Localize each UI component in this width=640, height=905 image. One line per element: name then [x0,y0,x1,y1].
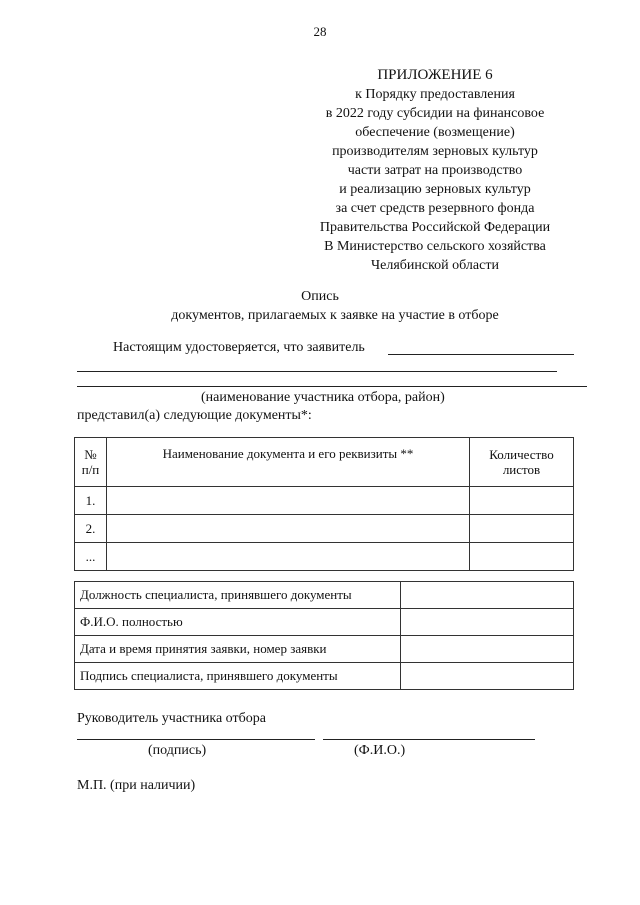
sheet-count-cell[interactable] [470,543,574,571]
addressee-line: В Министерство сельского хозяйства [324,239,546,254]
appendix-line: к Порядку предоставления [355,87,515,102]
document-name-cell[interactable] [107,515,470,543]
appendix-line: за счет средств резервного фонда [335,201,535,216]
certification-text: Настоящим удостоверяется, что заявитель [113,340,365,355]
applicant-name-line[interactable] [77,371,557,372]
receipt-date-field[interactable] [400,636,573,663]
table-row [75,582,574,609]
appendix-line: Правительства Российской Федерации [319,220,551,235]
receipt-info-table [74,581,574,690]
addressee-line: Челябинской области [371,258,499,273]
table-header-row [75,438,574,487]
table-row [75,663,574,690]
row-number: 1. [75,487,107,515]
table-row [75,487,574,515]
specialist-position-field[interactable] [400,582,573,609]
documents-table [74,437,574,571]
specialist-position-label: Должность специалиста, принявшего документы [75,582,401,609]
full-name-label: Ф.И.О. полностью [75,609,401,636]
row-number: ... [75,543,107,571]
inventory-heading [0,287,640,325]
addressee [270,237,600,275]
appendix-line: и реализацию зерновых культур [339,182,531,197]
appendix-line: обеспечение (возмещение) [355,125,515,140]
table-row [75,515,574,543]
specialist-signature-field[interactable] [400,663,573,690]
appendix-line: части затрат на производство [347,163,523,178]
appendix-header [270,66,600,237]
receipt-date-label: Дата и время принятия заявки, номер заявки [75,636,401,663]
table-row [75,609,574,636]
sheet-count-cell[interactable] [470,487,574,515]
table-row [75,636,574,663]
col-qty-header [470,438,574,487]
inventory-title: Опись [301,289,339,304]
col-qty-label: Количество листов [489,447,554,477]
full-name-line[interactable] [323,739,535,740]
row-number: 2. [75,515,107,543]
col-num-label: № п/п [81,447,100,477]
specialist-signature-label: Подпись специалиста, принявшего документы [75,663,401,690]
col-num-header [75,438,107,487]
presented-docs-text: представил(а) следующие документы*: [77,408,312,423]
signature-line[interactable] [77,739,315,740]
appendix-line: в 2022 году субсидии на финансовое [325,106,545,121]
inventory-subtitle: документов, прилагаемых к заявке на участие в отборе [171,308,499,323]
name-caption: (Ф.И.О.) [354,743,406,758]
document-name-cell[interactable] [107,543,470,571]
participant-caption: (наименование участника отбора, район) [201,390,445,405]
appendix-line: производителям зерновых культур [332,144,538,159]
applicant-name-line-2[interactable] [77,386,587,387]
appendix-title: ПРИЛОЖЕНИЕ 6 [377,67,493,83]
signature-caption: (подпись) [148,743,207,758]
full-name-field[interactable] [400,609,573,636]
page-number: 28 [313,24,327,39]
applicant-name-field[interactable] [388,354,574,355]
head-of-participant-label: Руководитель участника отбора [77,711,266,726]
table-row [75,543,574,571]
col-name-header: Наименование документа и его реквизиты ** [107,438,470,487]
document-name-cell[interactable] [107,487,470,515]
sheet-count-cell[interactable] [470,515,574,543]
stamp-label: М.П. (при наличии) [77,778,196,793]
